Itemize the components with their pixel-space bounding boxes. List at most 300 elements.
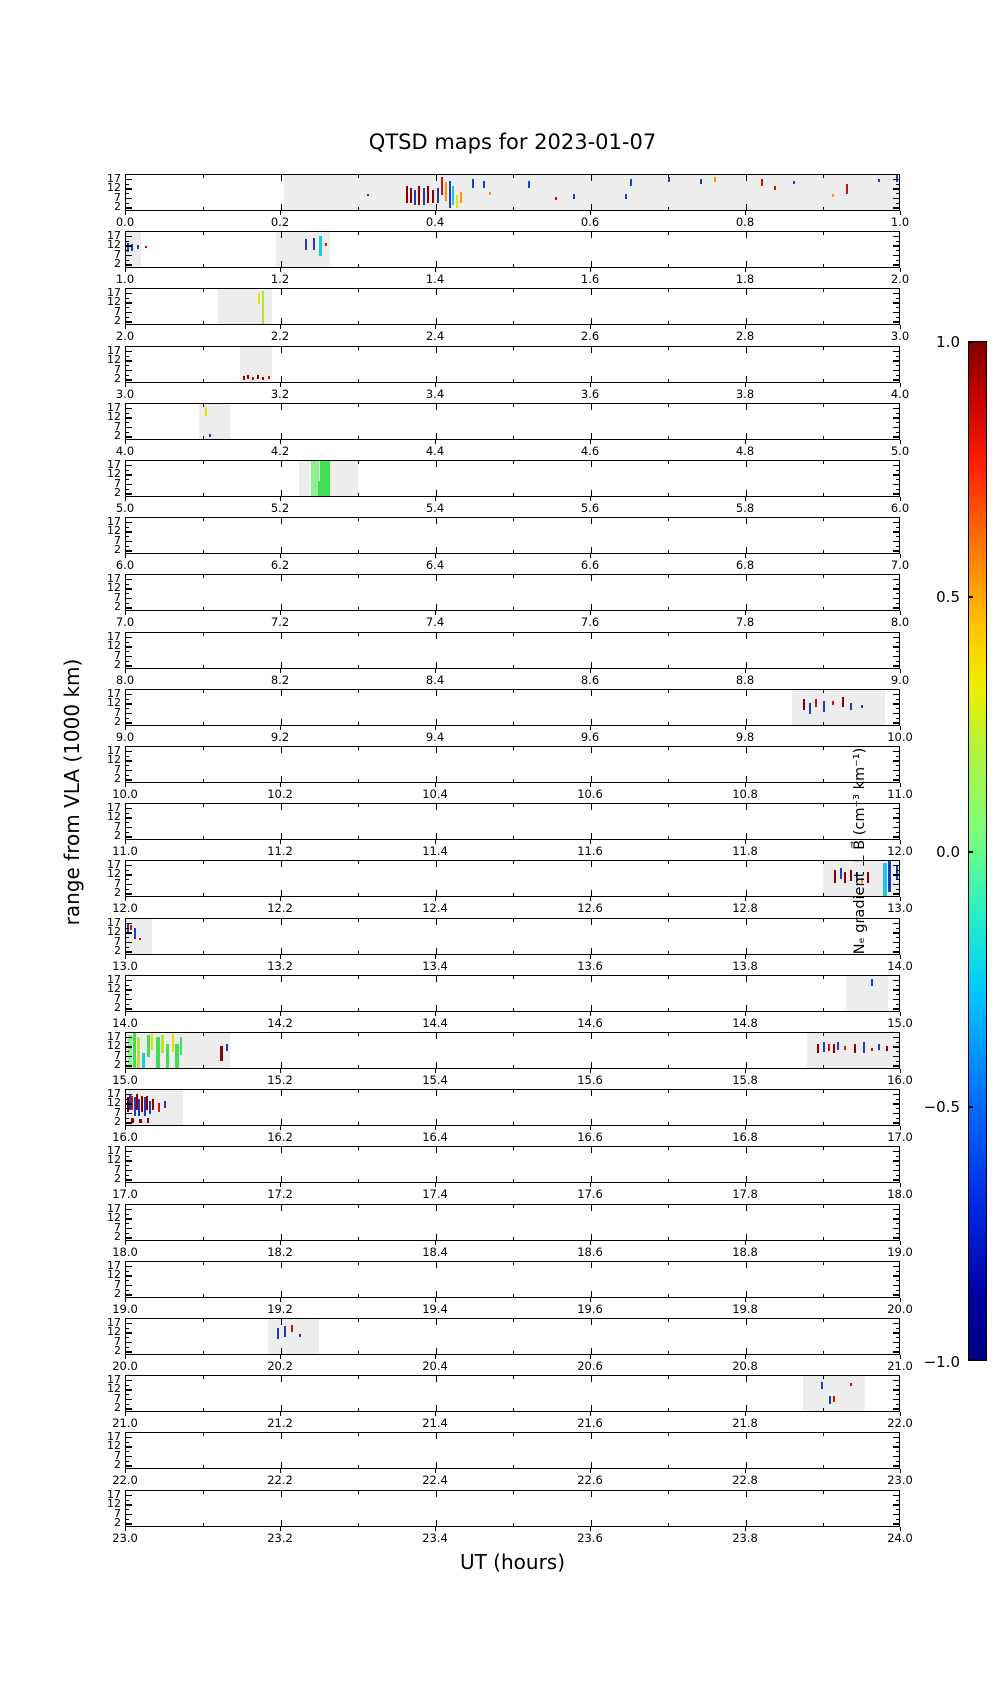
data-mark (151, 1033, 153, 1050)
data-mark (156, 1037, 160, 1068)
y-tick-label: 17 (107, 800, 121, 814)
x-tick-label: 8.4 (425, 673, 445, 687)
x-tick (513, 747, 514, 750)
x-tick (823, 1008, 824, 1011)
data-mark (166, 1044, 169, 1068)
y-tick-label: 12 (107, 1325, 121, 1338)
data-mark (829, 1396, 831, 1403)
x-tick (668, 893, 669, 896)
data-mark (137, 1037, 140, 1068)
data-mark (299, 1334, 301, 1337)
x-tick (823, 518, 824, 521)
x-tick (591, 1205, 592, 1211)
x-tick-label: 22.0 (887, 1416, 913, 1430)
x-tick (358, 264, 359, 267)
x-tick (358, 232, 359, 235)
x-tick-label: 13.0 (887, 901, 913, 915)
y-tick-label: 2 (114, 886, 121, 899)
x-tick (281, 232, 282, 238)
x-tick (203, 1465, 204, 1468)
y-tick (896, 708, 899, 709)
x-tick-label: 16.6 (577, 1130, 603, 1144)
x-tick (513, 575, 514, 578)
x-tick (281, 1147, 282, 1153)
x-tick (746, 518, 747, 524)
qtsd-panel-hour-4 (125, 403, 900, 440)
y-tick (893, 1170, 899, 1171)
y-tick (893, 1456, 899, 1457)
colorbar-tick-label: 1.0 (936, 333, 960, 351)
x-tick-label: 19.6 (577, 1302, 603, 1316)
x-tick (203, 1351, 204, 1354)
qtsd-panel-hour-9 (125, 689, 900, 726)
y-tick (893, 1294, 899, 1295)
x-tick (591, 976, 592, 982)
y-tick (126, 1399, 132, 1400)
data-mark (833, 1396, 835, 1402)
y-tick (893, 637, 899, 638)
y-tick (126, 470, 129, 471)
x-tick-label: 4.6 (580, 444, 600, 458)
y-tick-label: 12 (107, 867, 121, 880)
x-tick (203, 951, 204, 954)
x-tick (823, 232, 824, 235)
y-tick (126, 1523, 132, 1524)
x-tick-label: 17.8 (732, 1187, 758, 1201)
x-tick (436, 318, 437, 324)
x-tick-label: 16.0 (112, 1130, 138, 1144)
x-tick-label: 15.2 (267, 1073, 293, 1087)
y-tick (126, 699, 129, 700)
y-tick-label: 2 (114, 314, 121, 327)
x-tick (823, 665, 824, 668)
x-tick (281, 1462, 282, 1468)
data-mark (367, 194, 369, 197)
y-tick (126, 1408, 132, 1409)
y-tick (126, 356, 129, 357)
data-mark (821, 1382, 823, 1389)
x-tick-label: 15.0 (887, 1016, 913, 1030)
x-tick (513, 1408, 514, 1411)
x-tick (513, 461, 514, 464)
x-tick (823, 1122, 824, 1125)
x-tick (358, 493, 359, 496)
x-tick-label: 23.0 (887, 1473, 913, 1487)
y-tick (126, 1519, 129, 1520)
y-tick-label: 17 (107, 514, 121, 528)
x-tick (746, 976, 747, 982)
x-tick (668, 1465, 669, 1468)
x-tick-label: 7.8 (735, 615, 755, 629)
y-tick (896, 356, 899, 357)
data-mark (878, 179, 880, 182)
x-tick (591, 261, 592, 267)
x-tick (746, 1062, 747, 1068)
y-tick-label: 7 (114, 648, 121, 662)
x-tick (668, 690, 669, 693)
y-tick (896, 985, 899, 986)
x-tick (281, 518, 282, 524)
x-tick-label: 5.0 (890, 444, 910, 458)
x-tick-label: 11.6 (577, 844, 603, 858)
x-tick (436, 1005, 437, 1011)
x-tick (436, 1348, 437, 1354)
data-mark (833, 1044, 835, 1053)
y-tick (893, 312, 899, 313)
qtsd-panel-hour-14 (125, 975, 900, 1012)
x-tick (591, 1433, 592, 1439)
y-tick (126, 1446, 132, 1447)
y-tick-label: 17 (107, 1429, 121, 1443)
x-tick (436, 232, 437, 238)
x-tick (591, 547, 592, 553)
y-tick (126, 751, 132, 752)
x-tick-label: 5.0 (115, 501, 135, 515)
x-tick-label: 3.4 (425, 387, 445, 401)
y-tick (126, 1065, 132, 1066)
x-tick (203, 347, 204, 350)
x-tick (436, 747, 437, 753)
y-tick-label: 12 (107, 1497, 121, 1510)
x-tick (281, 1433, 282, 1439)
y-tick (893, 865, 899, 866)
y-tick-label: 2 (114, 1287, 121, 1300)
x-tick (668, 1090, 669, 1093)
x-tick (513, 175, 514, 178)
y-tick (126, 980, 132, 981)
y-tick (126, 889, 129, 890)
data-mark (262, 377, 264, 380)
x-tick (436, 1405, 437, 1411)
x-tick-label: 21.6 (577, 1416, 603, 1430)
x-tick-label: 8.0 (890, 615, 910, 629)
y-tick (126, 836, 132, 837)
y-tick (126, 1094, 132, 1095)
data-mark (472, 179, 474, 188)
data-mark (700, 179, 702, 185)
x-tick (513, 690, 514, 693)
x-tick (823, 1033, 824, 1036)
x-tick (358, 976, 359, 979)
chart-title: QTSD maps for 2023-01-07 (368, 130, 657, 154)
y-tick-label: 7 (114, 1277, 121, 1291)
y-tick (896, 489, 899, 490)
x-tick (203, 1491, 204, 1494)
data-mark (149, 1101, 151, 1114)
y-tick-label: 17 (107, 686, 121, 700)
x-tick (591, 232, 592, 238)
y-tick (126, 307, 129, 308)
y-tick-label: 12 (107, 1153, 121, 1166)
x-tick (358, 804, 359, 807)
x-tick (281, 662, 282, 668)
x-tick (591, 1005, 592, 1011)
x-tick (591, 890, 592, 896)
x-tick (668, 1033, 669, 1036)
y-tick (896, 947, 899, 948)
x-tick-label: 11.4 (422, 844, 448, 858)
y-tick (126, 989, 132, 990)
x-tick (203, 404, 204, 407)
y-tick (893, 1399, 899, 1400)
y-tick (893, 1046, 899, 1047)
x-tick-label: 4.0 (890, 387, 910, 401)
y-tick-label: 2 (114, 772, 121, 785)
data-mark (209, 434, 211, 438)
y-tick-label: 17 (107, 1258, 121, 1272)
measurement-window (276, 232, 330, 267)
y-tick (893, 1218, 899, 1219)
data-mark (137, 245, 139, 249)
x-tick (436, 1262, 437, 1268)
x-tick (358, 1408, 359, 1411)
x-tick-label: 10.0 (112, 787, 138, 801)
x-tick (668, 1122, 669, 1125)
y-tick (126, 1179, 132, 1180)
y-tick (893, 598, 899, 599)
x-tick-label: 8.2 (270, 673, 290, 687)
x-tick (668, 1351, 669, 1354)
x-tick-label: 11.0 (887, 787, 913, 801)
x-tick-label: 10.4 (422, 787, 448, 801)
x-tick (203, 461, 204, 464)
x-tick (281, 1033, 282, 1039)
y-tick-label: 17 (107, 228, 121, 242)
x-tick (436, 376, 437, 382)
x-tick (203, 207, 204, 210)
x-tick-label: 13.0 (112, 959, 138, 973)
x-tick (746, 1262, 747, 1268)
y-tick (896, 1461, 899, 1462)
y-tick (126, 708, 129, 709)
x-tick (668, 347, 669, 350)
y-tick-label: 7 (114, 304, 121, 318)
y-tick (126, 923, 132, 924)
y-tick (126, 541, 132, 542)
x-tick (513, 347, 514, 350)
y-tick-label: 12 (107, 696, 121, 709)
y-tick (126, 1404, 129, 1405)
x-tick (513, 1179, 514, 1182)
y-tick (126, 884, 132, 885)
x-tick (203, 1065, 204, 1068)
y-tick (126, 1223, 129, 1224)
y-tick (896, 1500, 899, 1501)
y-tick (896, 870, 899, 871)
x-tick (358, 1122, 359, 1125)
data-mark (896, 865, 898, 880)
y-tick-label: 7 (114, 590, 121, 604)
y-tick (893, 817, 899, 818)
y-tick (896, 1509, 899, 1510)
y-tick (126, 1290, 129, 1291)
y-tick (896, 193, 899, 194)
x-tick-label: 5.4 (425, 501, 445, 515)
x-tick-label: 5.8 (735, 501, 755, 515)
y-tick (126, 870, 129, 871)
y-tick (896, 928, 899, 929)
y-tick-label: 2 (114, 715, 121, 728)
x-tick (823, 1376, 824, 1379)
y-tick (893, 588, 899, 589)
y-tick (893, 656, 899, 657)
data-mark (243, 376, 245, 380)
data-mark (844, 872, 846, 883)
data-mark (456, 195, 458, 208)
x-tick (281, 175, 282, 181)
x-tick-label: 14.4 (422, 1016, 448, 1030)
x-tick (668, 575, 669, 578)
data-mark (625, 194, 627, 200)
data-mark (573, 194, 575, 200)
y-tick (126, 1037, 132, 1038)
y-tick-label: 12 (107, 1268, 121, 1281)
x-tick (281, 1319, 282, 1325)
x-tick (281, 1376, 282, 1382)
x-tick (591, 776, 592, 782)
x-tick (358, 175, 359, 178)
y-tick (896, 718, 899, 719)
y-tick (893, 1446, 899, 1447)
qtsd-panel-hour-7 (125, 574, 900, 611)
x-tick (591, 461, 592, 467)
y-tick (893, 607, 899, 608)
x-tick (203, 976, 204, 979)
x-tick (281, 376, 282, 382)
y-tick (893, 579, 899, 580)
y-tick (896, 241, 899, 242)
y-tick (126, 365, 129, 366)
x-tick (358, 1008, 359, 1011)
data-mark (842, 697, 844, 706)
y-tick-label: 17 (107, 285, 121, 299)
data-mark (555, 197, 557, 200)
x-tick (591, 1090, 592, 1096)
x-tick (746, 490, 747, 496)
x-tick (436, 289, 437, 295)
x-tick (281, 461, 282, 467)
y-tick (893, 1408, 899, 1409)
data-mark (878, 1044, 880, 1050)
y-tick (126, 718, 129, 719)
x-tick-label: 6.0 (890, 501, 910, 515)
y-tick (126, 879, 129, 880)
x-tick (358, 1237, 359, 1240)
y-tick (896, 699, 899, 700)
y-tick (896, 642, 899, 643)
x-tick (513, 1376, 514, 1379)
x-tick-label: 12.6 (577, 901, 603, 915)
y-tick (896, 822, 899, 823)
y-tick-label: 7 (114, 876, 121, 890)
x-tick (203, 722, 204, 725)
data-mark (774, 186, 776, 190)
qtsd-panel-hour-8 (125, 632, 900, 669)
y-tick-label: 12 (107, 353, 121, 366)
x-tick (591, 204, 592, 210)
x-tick (513, 633, 514, 636)
x-tick (668, 436, 669, 439)
y-tick (126, 1456, 132, 1457)
x-tick (513, 1008, 514, 1011)
x-tick (823, 1294, 824, 1297)
measurement-window (284, 175, 900, 210)
x-tick-label: 19.0 (112, 1302, 138, 1316)
x-tick (436, 1062, 437, 1068)
data-mark (846, 184, 848, 193)
y-tick (896, 1347, 899, 1348)
x-tick (513, 919, 514, 922)
y-tick-label: 7 (114, 190, 121, 204)
x-tick (823, 919, 824, 922)
x-tick (436, 776, 437, 782)
x-tick (436, 1291, 437, 1297)
x-tick (823, 1491, 824, 1494)
y-tick-label: 2 (114, 600, 121, 613)
y-tick-label: 7 (114, 991, 121, 1005)
x-tick (668, 1147, 669, 1150)
x-tick (358, 379, 359, 382)
x-tick (513, 804, 514, 807)
y-tick (896, 1451, 899, 1452)
data-mark (834, 870, 836, 883)
qtsd-panel-hour-19 (125, 1261, 900, 1298)
x-tick-label: 19.4 (422, 1302, 448, 1316)
x-tick (668, 1319, 669, 1322)
y-tick (126, 775, 129, 776)
x-tick (591, 747, 592, 753)
data-mark (823, 1042, 825, 1051)
x-tick (823, 779, 824, 782)
x-tick (668, 747, 669, 750)
x-tick (823, 690, 824, 693)
x-tick-label: 20.0 (887, 1302, 913, 1316)
x-tick-label: 15.4 (422, 1073, 448, 1087)
x-tick (746, 1405, 747, 1411)
x-tick (591, 376, 592, 382)
data-mark (139, 938, 141, 941)
x-tick (823, 722, 824, 725)
x-tick (668, 264, 669, 267)
x-tick-label: 13.2 (267, 959, 293, 973)
x-tick (436, 204, 437, 210)
y-tick (896, 1108, 899, 1109)
data-mark (220, 1046, 223, 1061)
y-tick (126, 489, 129, 490)
x-tick-label: 8.0 (115, 673, 135, 687)
y-tick (126, 1175, 129, 1176)
y-tick-label: 2 (114, 429, 121, 442)
y-tick-label: 17 (107, 1029, 121, 1043)
y-tick (126, 579, 132, 580)
y-tick (893, 531, 899, 532)
y-tick (126, 198, 132, 199)
x-tick (281, 633, 282, 639)
x-tick-label: 6.8 (735, 558, 755, 572)
x-tick (436, 1147, 437, 1153)
y-tick-label: 7 (114, 1506, 121, 1520)
x-tick (281, 690, 282, 696)
x-tick (513, 1090, 514, 1093)
y-tick (126, 1451, 129, 1452)
qtsd-panel-hour-13 (125, 918, 900, 955)
y-tick-label: 2 (114, 200, 121, 213)
qtsd-panel-hour-21 (125, 1375, 900, 1412)
x-tick (746, 318, 747, 324)
data-mark (291, 1325, 293, 1332)
y-tick (126, 642, 129, 643)
data-mark (319, 236, 322, 256)
